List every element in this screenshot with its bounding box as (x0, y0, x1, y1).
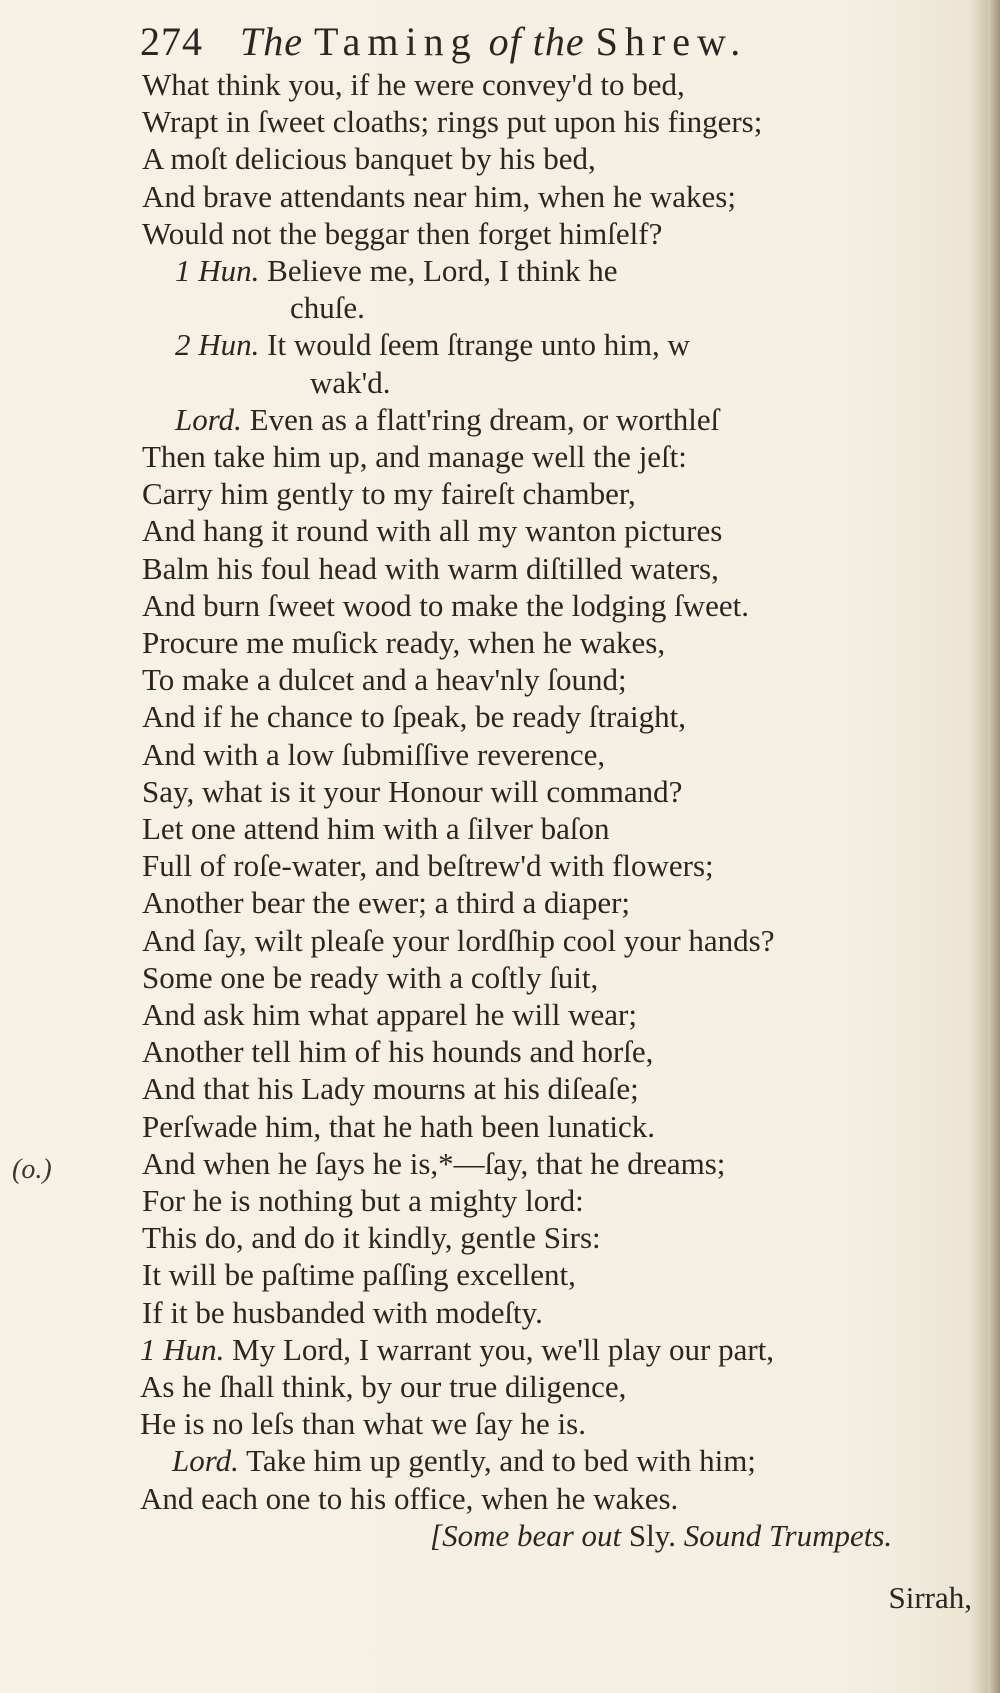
verse-line (142, 1182, 584, 1219)
line-text: Would not the beggar then forget himſelf? (142, 216, 663, 251)
page-number: 274 (140, 19, 203, 64)
page-edge (988, 0, 1000, 1693)
header-of: of (488, 19, 522, 64)
verse-line (142, 103, 762, 140)
margin-note: (o.) (12, 1154, 52, 1185)
line-text: And with a low ſubmiſſive reverence, (142, 737, 606, 772)
speaker-name: Lord. (175, 402, 242, 437)
line-text: Let one attend him with a ſilver baſon (142, 811, 610, 846)
line-text: And if he chance to ſpeak, be ready ſtraight, (142, 699, 686, 734)
line-text: It would ſeem ſtrange unto him, w (259, 327, 690, 362)
stage-direction (430, 1517, 892, 1554)
line-text: Another bear the ewer; a third a diaper; (142, 885, 631, 920)
line-text: If it be husbanded with modeſty. (142, 1295, 543, 1330)
verse-line (142, 1070, 639, 1107)
line-text: Then take him up, and manage well the jeſt: (142, 439, 687, 474)
verse-line (142, 922, 775, 959)
line-text: wak'd. (310, 365, 391, 400)
verse-line (142, 1108, 655, 1145)
line-text: And ſay, wilt pleaſe your lordſhip cool your hands? (142, 923, 775, 958)
verse-line (142, 661, 627, 698)
verse-line (142, 698, 686, 735)
verse-line (140, 1368, 626, 1405)
stage-direction-part: Sound Trumpets. (676, 1518, 893, 1553)
verse-line (175, 326, 690, 363)
verse-line (142, 140, 596, 177)
line-text: And hang it round with all my wanton pictures (142, 513, 723, 548)
verse-line (142, 996, 637, 1033)
stage-direction-name: Sly. (621, 1518, 676, 1553)
verse-line (142, 884, 630, 921)
line-text: For he is nothing but a mighty lord: (142, 1183, 584, 1218)
verse-line (142, 810, 609, 847)
line-text: Say, what is it your Honour will command? (142, 774, 683, 809)
speaker-name: 2 Hun. (175, 327, 260, 362)
verse-line (142, 550, 719, 587)
verse-line (142, 178, 736, 215)
line-text: And when he ſays he is,*—ſay, that he dreams; (142, 1146, 726, 1181)
verse-line (142, 847, 714, 884)
verse-line (142, 512, 722, 549)
verse-line (290, 289, 365, 326)
line-text: Even as a flatt'ring dream, or worthleſ (241, 402, 720, 437)
verse-line (142, 475, 636, 512)
line-text: Another tell him of his hounds and horſe, (142, 1034, 654, 1069)
line-text: He is no leſs than what we ſay he is. (140, 1406, 586, 1441)
verse-line (142, 438, 687, 475)
verse-line (142, 624, 665, 661)
line-text: Perſwade him, that he hath been lunatick. (142, 1109, 656, 1144)
speaker-name: Lord. (172, 1443, 239, 1478)
verse-line (142, 1145, 725, 1182)
header-the: The (240, 19, 303, 64)
verse-line (142, 1033, 653, 1070)
line-text: And ask him what apparel he will wear; (142, 997, 637, 1032)
verse-line (142, 66, 685, 103)
line-text: To make a dulcet and a heav'nly ſound; (142, 662, 627, 697)
verse-line (310, 364, 390, 401)
stage-direction-part: [Some bear out (430, 1518, 622, 1553)
line-text: Carry him gently to my faireſt chamber, (142, 476, 636, 511)
header-the-2: the (532, 19, 585, 64)
verse-line (142, 959, 598, 996)
verse-line (175, 252, 618, 289)
speaker-name: 1 Hun. (140, 1332, 225, 1367)
line-text: And burn ſweet wood to make the lodging ſweet. (142, 588, 749, 623)
verse-line (142, 1294, 543, 1331)
header-shrew: Shrew. (595, 19, 748, 64)
line-text: And each one to his office, when he wakes. (140, 1481, 679, 1516)
line-text: What think you, if he were convey'd to bed, (142, 67, 685, 102)
verse-line (142, 215, 662, 252)
line-text: Balm his foul head with warm diſtilled waters, (142, 551, 719, 586)
line-text: Full of roſe-water, and beſtrew'd with flowers; (142, 848, 714, 883)
verse-line (172, 1442, 756, 1479)
header-taming: Taming (314, 19, 478, 64)
line-text: As he ſhall think, by our true diligence, (140, 1369, 627, 1404)
line-text: Procure me muſick ready, when he wakes, (142, 625, 666, 660)
verse-line (142, 773, 682, 810)
line-text: Take him up gently, and to bed with him; (238, 1443, 756, 1478)
running-header (140, 18, 910, 68)
verse-line (140, 1480, 678, 1517)
line-text: It will be paſtime paſſing excellent, (142, 1257, 576, 1292)
line-text: And brave attendants near him, when he wakes; (142, 179, 736, 214)
verse-line (175, 401, 719, 438)
verse-line (142, 1256, 576, 1293)
verse-line (142, 1219, 601, 1256)
verse-line (142, 587, 749, 624)
line-text: Some one be ready with a coſtly ſuit, (142, 960, 599, 995)
verse-line (140, 1331, 774, 1368)
verse-line (142, 736, 605, 773)
line-text: Wrapt in ſweet cloaths; rings put upon his fingers; (142, 104, 763, 139)
line-text: chuſe. (290, 290, 365, 325)
line-text: This do, and do it kindly, gentle Sirs: (142, 1220, 601, 1255)
line-text: And that his Lady mourns at his diſeaſe; (142, 1071, 639, 1106)
line-text: Believe me, Lord, I think he (259, 253, 618, 288)
line-text: A moſt delicious banquet by his bed, (142, 141, 596, 176)
verse-line (140, 1405, 586, 1442)
line-text: My Lord, I warrant you, we'll play our part, (224, 1332, 775, 1367)
catchword: Sirrah, (888, 1580, 972, 1615)
speaker-name: 1 Hun. (175, 253, 260, 288)
